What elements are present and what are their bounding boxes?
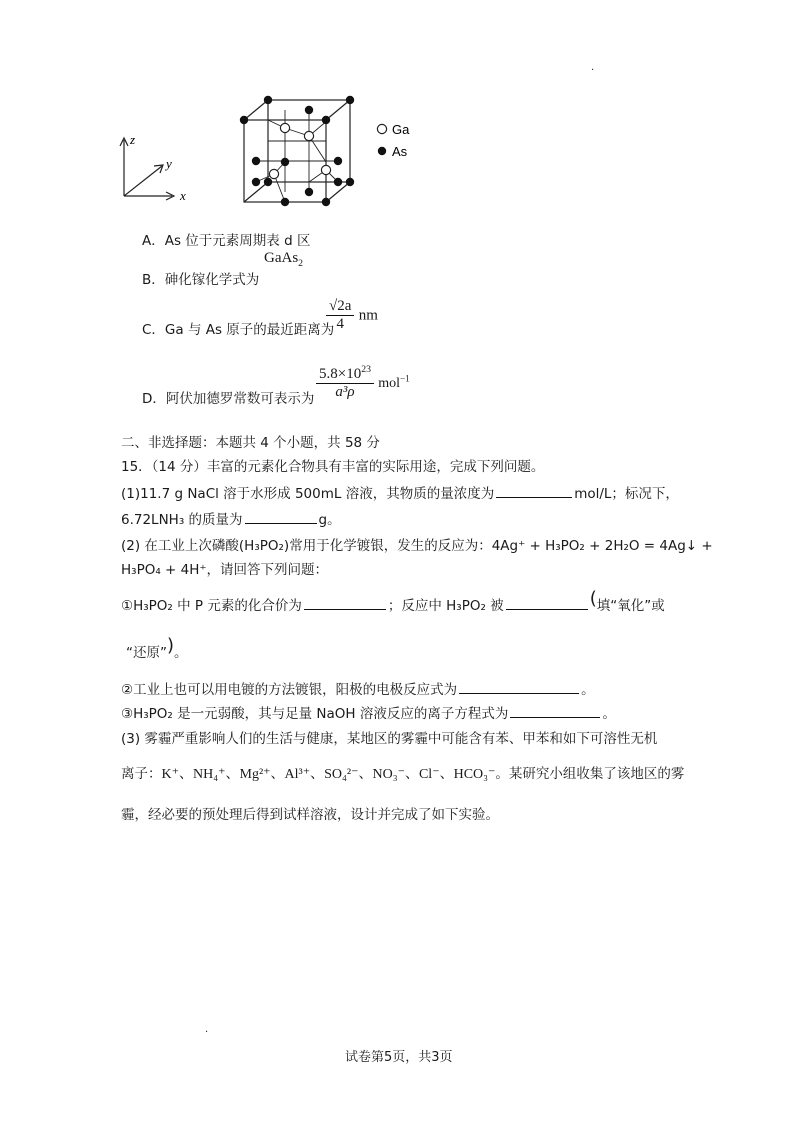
crystal-structure-diagram [110, 90, 440, 220]
option-d-formula [316, 364, 410, 401]
option-c-numerator: √2a [326, 298, 354, 316]
answer-blank-mass [245, 522, 317, 524]
q15-part1-line1: (1)11.7 g NaCl 溶于水形成 500mL 溶液，其物质的量浓度为 mol/L；标况下， [121, 486, 679, 502]
q15-part2-sub2: ②工业上也可以用电镀的方法镀银，阳极的电极反应式为 。 [121, 682, 595, 698]
option-d-numerator: $5.8\times 10^{23}$ [316, 364, 374, 384]
legend-as-label: As [392, 144, 408, 159]
q15-part2-line2: H₃PO₄ + 4H⁺，请回答下列问题： [121, 562, 329, 578]
option-d-unit: mol$^{-1}$ [378, 372, 410, 391]
q15-part2-sub3: ③H₃PO₂ 是一元弱酸，其与足量 NaOH 溶液反应的离子方程式为 。 [121, 706, 616, 722]
option-c-label: C．Ga 与 As 原子的最近距离为 [142, 322, 335, 338]
option-a: A．As 位于元素周期表 d 区 [142, 233, 311, 249]
answer-blank-concentration [496, 496, 572, 498]
answer-blank-ionic-equation [510, 716, 600, 718]
axis-z-label: z [130, 132, 136, 147]
q15-part1-line2: 6.72LNH₃ 的质量为 g。 [121, 512, 341, 528]
header-dot: . [591, 62, 595, 73]
q15-part2-sub1-line1: ①H₃PO₂ 中 P 元素的化合价为 ；反应中 H₃PO₂ 被 (填“氧化”或 [121, 588, 665, 614]
option-b [142, 268, 259, 288]
ion-list: K⁺、NH₄⁺、Mg²⁺、Al³⁺、SO₄²⁻、NO₃⁻、Cl⁻、HCO₃⁻ [161, 767, 496, 782]
legend-ga-marker [377, 124, 386, 133]
legend-ga-label: Ga [392, 122, 410, 137]
footer-dot: . [205, 1024, 209, 1035]
q15-part3-line2: 离子：K⁺、NH₄⁺、Mg²⁺、Al³⁺、SO₄²⁻、NO₃⁻、Cl⁻、HCO₃⁻。某研究小组收集了该地区的雾 [121, 766, 685, 782]
q15-part3-line3: 霾，经必要的预处理后得到试样溶液，设计并完成了如下实验。 [121, 807, 499, 823]
option-c-formula [326, 298, 378, 333]
q15-part3-line1: (3) 雾霾严重影响人们的生活与健康，某地区的雾霾中可能含有苯、甲苯和如下可溶性无机 [121, 731, 658, 747]
answer-blank-redox [506, 608, 588, 610]
q15-part2-sub1-line2: “还原”)。 [126, 635, 188, 661]
crystal-figure [110, 90, 440, 220]
option-d-denominator: a³ρ [335, 384, 355, 400]
legend-as-marker [378, 147, 386, 155]
option-c-denominator: 4 [336, 316, 344, 332]
q15-part2-line1: (2) 在工业上次磷酸(H₃PO₂)常用于化学镀银，发生的反应为：4Ag⁺ + H₃PO₂ + 2H₂O = 4Ag↓ + [121, 538, 713, 554]
ga-atoms [269, 123, 330, 178]
answer-blank-valence [304, 608, 386, 610]
option-c-unit: nm [358, 307, 378, 324]
axis-y-label: y [166, 156, 172, 171]
answer-blank-anode-reaction [459, 692, 579, 694]
q15-intro: 15．（14 分）丰富的元素化合物具有丰富的实际用途，完成下列问题。 [121, 459, 545, 475]
as-atoms [240, 96, 354, 206]
option-b-label: B．砷化镓化学式为 [142, 272, 260, 288]
unit-cell-edges [244, 100, 350, 202]
axis-x-label: x [180, 188, 186, 203]
page-footer: 试卷第5页，共3页 [345, 1050, 453, 1065]
option-d-label: D．阿伏加德罗常数可表示为 [142, 391, 315, 407]
option-b-formula: GaAs$_2$ [264, 250, 304, 269]
section-title: 二、非选择题：本题共 4 个小题，共 58 分 [121, 435, 380, 451]
